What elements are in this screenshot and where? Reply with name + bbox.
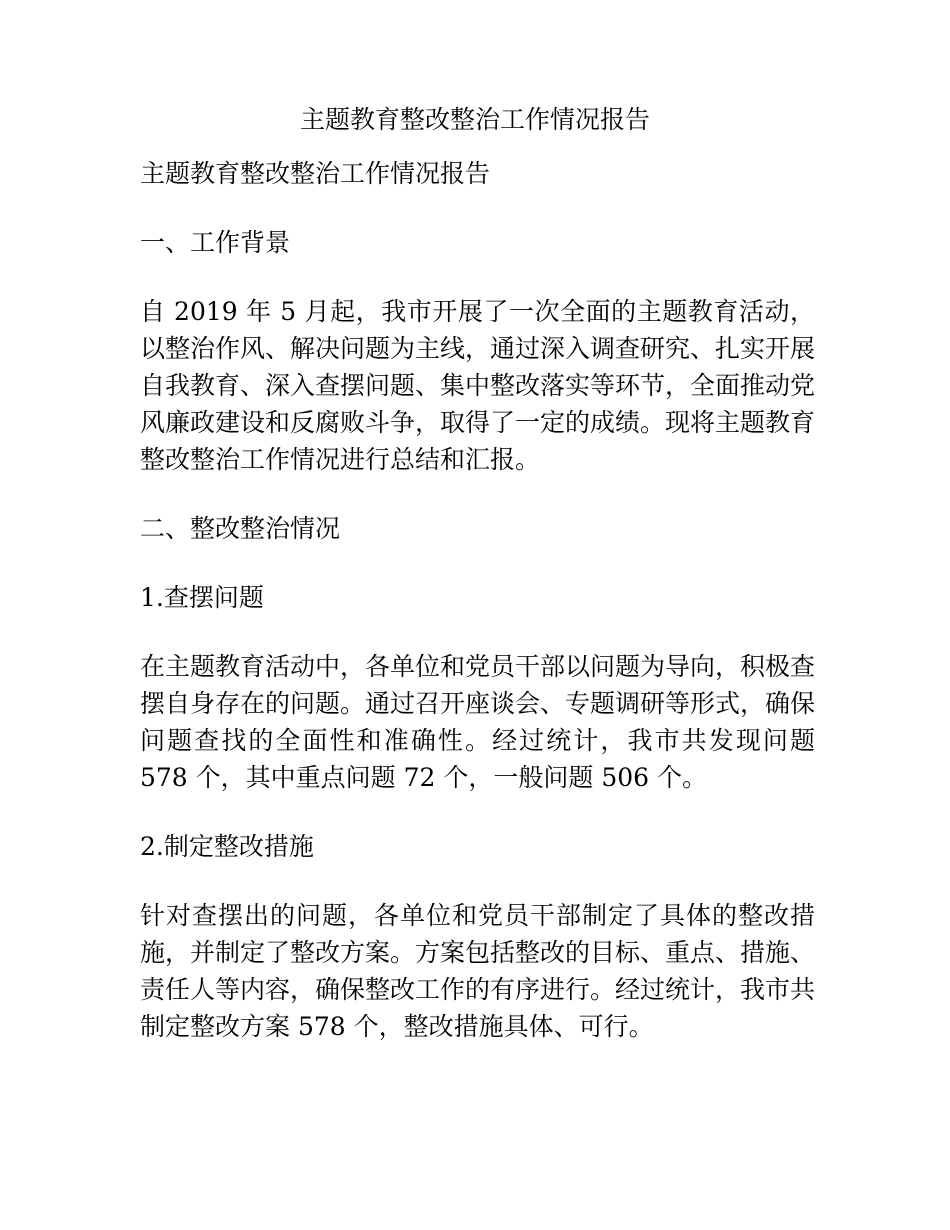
section-heading-background: 一、工作背景 (140, 228, 291, 257)
body-title: 主题教育整改整治工作情况报告 (140, 159, 491, 188)
document-body (140, 155, 815, 1077)
subheading-find-problems: 1.查摆问题 (140, 583, 264, 612)
document-title: 主题教育整改整治工作情况报告 (299, 105, 650, 134)
paragraph-background: 自 2019 年 5 月起，我市开展了一次全面的主题教育活动，以整治作风、解决问题为主线，通过深入调查研究、扎实开展自我教育、深入查摆问题、集中整改落实等环节，全面推动党风廉政建设和反腐败斗争，取得了一定的成绩。现将主题教育整改整治工作情况进行总结和汇报。 (140, 297, 816, 474)
paragraph-find-problems: 在主题教育活动中，各单位和党员干部以问题为导向，积极查摆自身存在的问题。通过召开座谈会、专题调研等形式，确保问题查找的全面性和准确性。经过统计，我市共发现问题 578 个，其中重点问题 72 个，一般问题 506 个。 (140, 652, 816, 792)
section-heading-rectification: 二、整改整治情况 (140, 514, 341, 543)
subheading-measures: 2.制定整改措施 (140, 832, 314, 861)
paragraph-measures: 针对查摆出的问题，各单位和党员干部制定了具体的整改措施，并制定了整改方案。方案包括整改的目标、重点、措施、责任人等内容，确保整改工作的有序进行。经过统计，我市共制定整改方案 578 个，整改措施具体、可行。 (140, 901, 816, 1041)
